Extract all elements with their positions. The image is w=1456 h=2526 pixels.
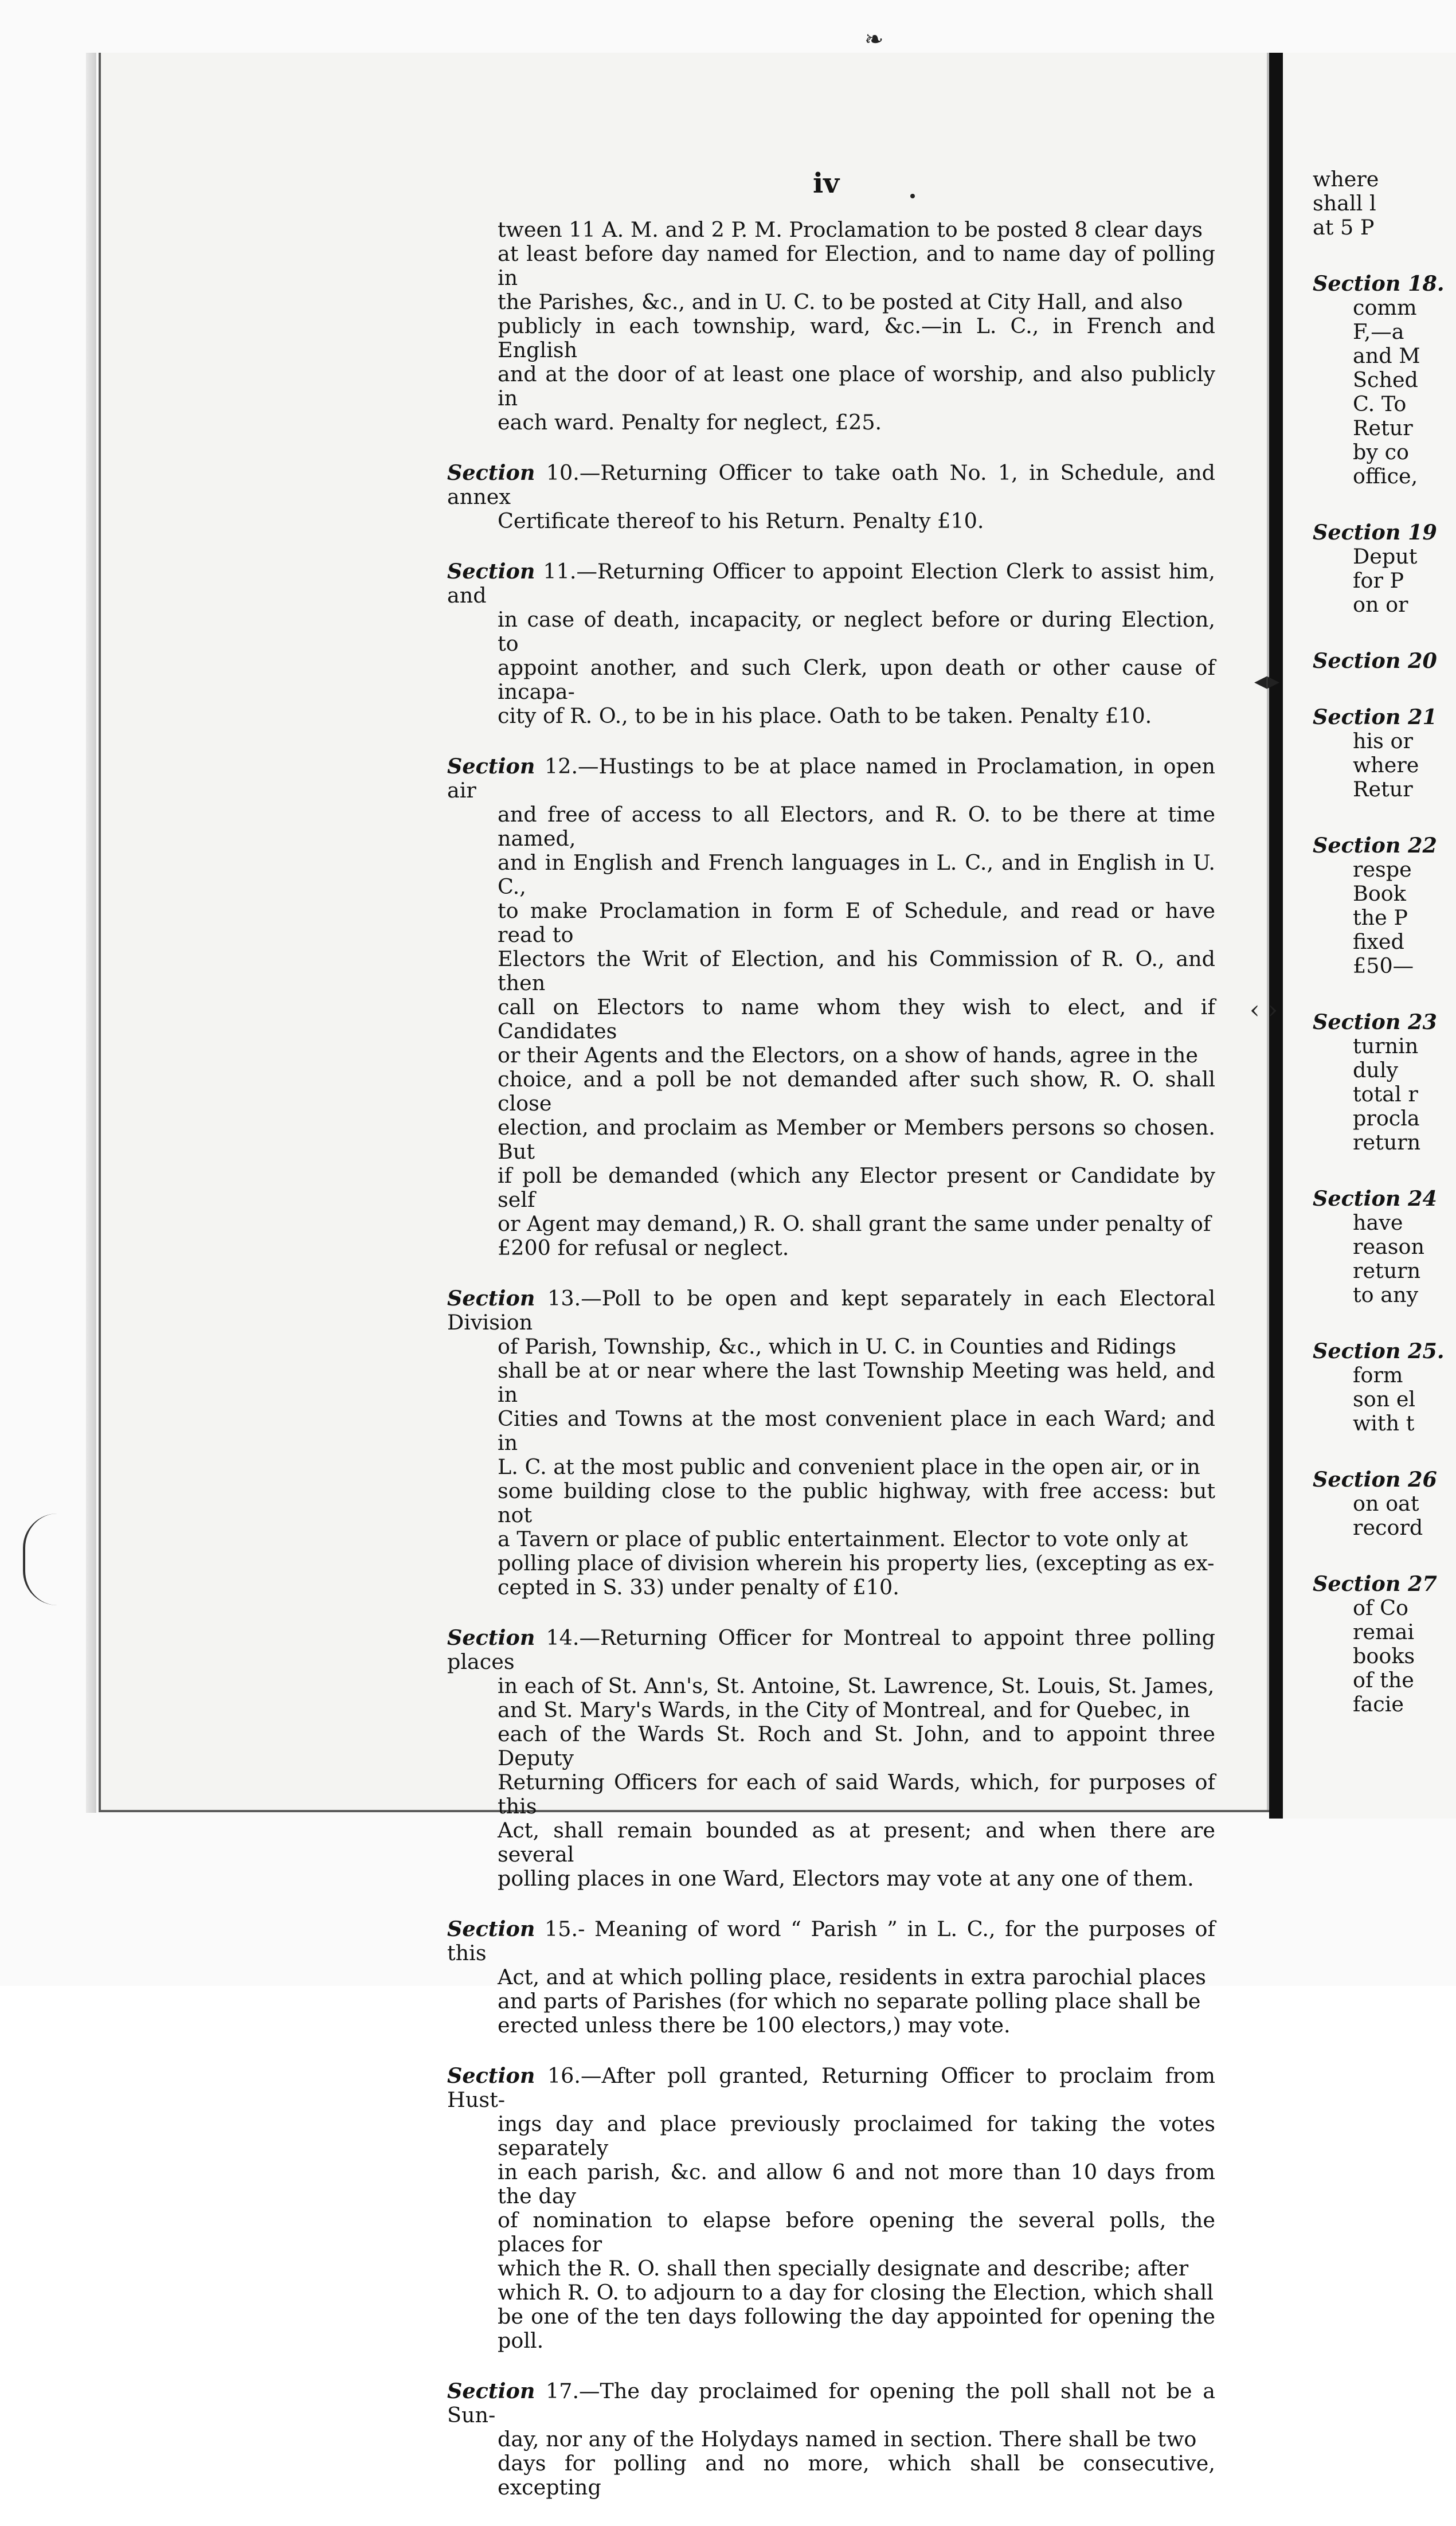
section-line: Act, and at which polling place, residents in extra parochial places [498, 1965, 1206, 1989]
section-line: some building close to the public highway, with free access: but not [498, 1479, 1215, 1527]
right-page-fragment [1313, 834, 1456, 978]
right-page-line: son el [1353, 1387, 1416, 1411]
right-page-line: office, [1353, 464, 1418, 488]
right-page-line: facie [1353, 1692, 1404, 1716]
section-line: or their Agents and the Electors, on a show of hands, agree in the [498, 1043, 1198, 1068]
section-line: of Parish, Township, &c., which in U. C. in Counties and Ridings [498, 1334, 1177, 1359]
right-page-line: Retur [1353, 777, 1413, 801]
section-line: Returning Officers for each of said Wards, which, for purposes of this [498, 1770, 1215, 1819]
right-page-fragment [1313, 1187, 1456, 1307]
right-page-line: remai [1353, 1620, 1415, 1644]
section-heading-text: 13.—Poll to be open and kept separately in each Electoral Division [447, 1286, 1215, 1335]
section-heading-text: 16.—After poll granted, Returning Officer to proclaim from Hust- [447, 2063, 1215, 2112]
section-line: of nomination to elapse before opening the several polls, the places for [498, 2208, 1215, 2257]
right-page-line: C. To [1353, 392, 1407, 416]
right-page-line: Section 27 [1313, 1571, 1437, 1596]
right-page-line: where [1313, 167, 1379, 191]
right-page-line: Section 22 [1313, 833, 1437, 858]
right-page-line: Section 21 [1313, 705, 1437, 729]
section-line: each of the Wards St. Roch and St. John, and to appoint three Deputy [498, 1722, 1215, 1770]
sections-list [447, 461, 1215, 2500]
right-page-line: Section 26 [1313, 1467, 1437, 1492]
section-heading-text: 15.- Meaning of word “ Parish ” in L. C., for the purposes of this [447, 1917, 1215, 1965]
section-line: or Agent may demand,) R. O. shall grant the same under penalty of [498, 1211, 1211, 1236]
intro-line: tween 11 A. M. and 2 P. M. Proclamation to be posted 8 clear days [498, 217, 1203, 242]
section-label: Section [447, 1625, 535, 1650]
right-page-line: at 5 P [1313, 215, 1375, 240]
section-first-line [447, 2064, 1215, 2112]
right-page-fragment [1313, 1339, 1456, 1436]
section-first-line [447, 2379, 1215, 2427]
right-page-line: Book [1353, 881, 1406, 906]
section-paragraph [447, 2379, 1215, 2500]
section-line: which R. O. to adjourn to a day for closing the Election, which shall [498, 2280, 1214, 2305]
right-page-line: have [1353, 1210, 1403, 1235]
section-paragraph [447, 2064, 1215, 2353]
right-page-line: where [1353, 753, 1419, 777]
right-page-line: record [1353, 1515, 1423, 1540]
right-page-line: Sched [1353, 367, 1418, 392]
right-page-line: for P [1353, 568, 1404, 593]
section-line: and parts of Parishes (for which no separate polling place shall be [498, 1989, 1201, 2013]
right-page-line: respe [1353, 857, 1412, 882]
intro-line: the Parishes, &c., and in U. C. to be posted at City Hall, and also [498, 290, 1183, 314]
section-label: Section [447, 1917, 535, 1941]
right-page-fragment [1313, 1572, 1456, 1716]
main-text-column [447, 218, 1215, 2526]
right-page-line: shall l [1313, 191, 1376, 216]
section-paragraph [447, 1626, 1215, 1891]
right-page-line: turnin [1353, 1034, 1419, 1058]
section-line: in each of St. Ann's, St. Antoine, St. Lawrence, St. Louis, St. James, [498, 1673, 1215, 1698]
ink-smudge-mark: ❧ [864, 26, 884, 53]
section-line: £200 for refusal or neglect. [498, 1235, 789, 1260]
section-first-line [447, 461, 1215, 509]
section-heading-text: 17.—The day proclaimed for opening the poll shall not be a Sun- [447, 2379, 1215, 2427]
right-page-line: Section 25. [1313, 1339, 1445, 1363]
book-gutter [1269, 53, 1283, 1819]
margin-arrow-mark: ◂▸ [1254, 666, 1280, 695]
section-line: Act, shall remain bounded as at present; and when there are several [498, 1818, 1215, 1867]
section-line: in case of death, incapacity, or neglect before or during Election, to [498, 607, 1215, 656]
section-line: ings day and place previously proclaimed for taking the votes separately [498, 2111, 1215, 2160]
section-line: to make Proclamation in form E of Schedule, and read or have read to [498, 898, 1215, 947]
section-first-line [447, 1626, 1215, 1674]
dot-mark [910, 194, 915, 198]
right-page-fragment [1313, 1010, 1456, 1155]
right-page-line: reason [1353, 1234, 1425, 1259]
section-paragraph [447, 461, 1215, 533]
section-line: erected unless there be 100 electors,) may vote. [498, 2013, 1011, 2038]
section-line: in each parish, &c. and allow 6 and not more than 10 days from the day [498, 2160, 1215, 2208]
section-line: be one of the ten days following the day appointed for opening the poll. [498, 2304, 1215, 2353]
right-page-line: £50— [1353, 953, 1414, 978]
section-line: and St. Mary's Wards, in the City of Montreal, and for Quebec, in [498, 1698, 1191, 1722]
right-page-text [1313, 167, 1456, 1749]
right-page-line: Section 20 [1313, 648, 1437, 673]
section-line: election, and proclaim as Member or Members persons so chosen. But [498, 1115, 1215, 1164]
right-page-line: total r [1353, 1082, 1418, 1106]
section-heading-text: 14.—Returning Officer for Montreal to appoint three polling places [447, 1625, 1215, 1674]
section-line: polling place of division wherein his property lies, (excepting as ex- [498, 1551, 1215, 1575]
section-label: Section [447, 1286, 535, 1311]
section-paragraph [447, 560, 1215, 728]
right-page-line: of Co [1353, 1596, 1408, 1620]
section-line: Electors the Writ of Election, and his Commission of R. O., and then [498, 947, 1215, 995]
section-line: days for polling and no more, which shall be consecutive, excepting [498, 2451, 1215, 2500]
section-line: and in English and French languages in L. C., and in English in U. C., [498, 850, 1215, 899]
right-page-line: by co [1353, 440, 1410, 464]
right-page-line: to any [1353, 1282, 1419, 1307]
section-line: cepted in S. 33) under penalty of £10. [498, 1575, 899, 1600]
section-heading-text: 11.—Returning Officer to appoint Election Clerk to assist him, and [447, 559, 1215, 608]
section-line: call on Electors to name whom they wish to elect, and if Candidates [498, 995, 1215, 1043]
right-page-line: F,—a [1353, 319, 1404, 344]
right-page-line: form [1353, 1363, 1403, 1387]
section-first-line [447, 1287, 1215, 1335]
section-heading-text: 10.—Returning Officer to take oath No. 1, in Schedule, and annex [447, 460, 1215, 509]
right-page-fragment [1313, 649, 1456, 673]
right-page-line: return [1353, 1130, 1421, 1155]
right-page-line: Section 19 [1313, 520, 1437, 545]
section-label: Section [447, 754, 535, 779]
intro-line: each ward. Penalty for neglect, £25. [498, 410, 882, 435]
section-line: L. C. at the most public and convenient place in the open air, or in [498, 1454, 1200, 1479]
section-line: if poll be demanded (which any Elector present or Candidate by self [498, 1163, 1215, 1212]
section-label: Section [447, 559, 535, 584]
section-label: Section [447, 2063, 535, 2088]
right-page-fragment [1313, 167, 1456, 240]
right-page-line: and M [1353, 343, 1420, 368]
right-page-line: comm [1353, 295, 1417, 320]
intro-line: and at the door of at least one place of worship, and also publicly in [498, 362, 1215, 410]
section-line: city of R. O., to be in his place. Oath to be taken. Penalty £10. [498, 703, 1152, 728]
right-page-fragment [1313, 705, 1456, 801]
right-page-line: Section 18. [1313, 271, 1445, 296]
section-first-line [447, 560, 1215, 608]
section-paragraph [447, 1287, 1215, 1600]
section-line: Certificate thereof to his Return. Penalty £10. [498, 509, 984, 533]
right-page-line: Section 23 [1313, 1010, 1437, 1034]
right-page-line: Deput [1353, 544, 1418, 569]
section-first-line [447, 754, 1215, 803]
right-page-line: duly [1353, 1058, 1399, 1082]
right-page-line: on oat [1353, 1491, 1419, 1516]
section-label: Section [447, 2379, 535, 2403]
right-page-line: procla [1353, 1106, 1420, 1131]
right-page-line: fixed [1353, 929, 1404, 954]
section-line: day, nor any of the Holydays named in section. There shall be two [498, 2427, 1197, 2451]
page-edge-shadow [86, 53, 96, 1813]
right-page-line: on or [1353, 592, 1408, 617]
right-page-fragment [1313, 521, 1456, 617]
section-label: Section [447, 460, 535, 485]
section-line: polling places in one Ward, Electors may vote at any one of them. [498, 1866, 1194, 1891]
section-line: and free of access to all Electors, and R. O. to be there at time named, [498, 802, 1215, 851]
right-page-line: Retur [1353, 416, 1413, 440]
intro-line: at least before day named for Election, and to name day of polling in [498, 241, 1215, 290]
section-line: choice, and a poll be not demanded after such show, R. O. shall close [498, 1067, 1215, 1116]
right-page-fragment [1313, 1468, 1456, 1540]
section-line: which the R. O. shall then specially designate and describe; after [498, 2256, 1189, 2281]
margin-tick-mark: ‹ › [1250, 995, 1278, 1025]
section-line: shall be at or near where the last Township Meeting was held, and in [498, 1358, 1215, 1407]
section-line: appoint another, and such Clerk, upon death or other cause of incapa- [498, 655, 1215, 704]
section-line: a Tavern or place of public entertainment. Elector to vote only at [498, 1527, 1188, 1551]
section-first-line [447, 1917, 1215, 1965]
page-number: iv [813, 167, 840, 200]
section-line: Cities and Towns at the most convenient place in each Ward; and in [498, 1406, 1215, 1455]
right-page-line: of the [1353, 1668, 1414, 1692]
section-paragraph [447, 754, 1215, 1260]
intro-line: publicly in each township, ward, &c.—in L. C., in French and English [498, 314, 1215, 362]
right-page-line: Section 24 [1313, 1186, 1437, 1211]
section-paragraph [447, 1917, 1215, 2038]
intro-paragraph [447, 218, 1215, 435]
right-page-line: return [1353, 1258, 1421, 1283]
right-page-line: books [1353, 1644, 1415, 1668]
right-page-fragment [1313, 272, 1456, 488]
right-page-line: with t [1353, 1411, 1415, 1436]
section-heading-text: 12.—Hustings to be at place named in Proclamation, in open air [447, 754, 1215, 803]
right-page-line: the P [1353, 905, 1408, 930]
right-page-line: his or [1353, 729, 1413, 753]
